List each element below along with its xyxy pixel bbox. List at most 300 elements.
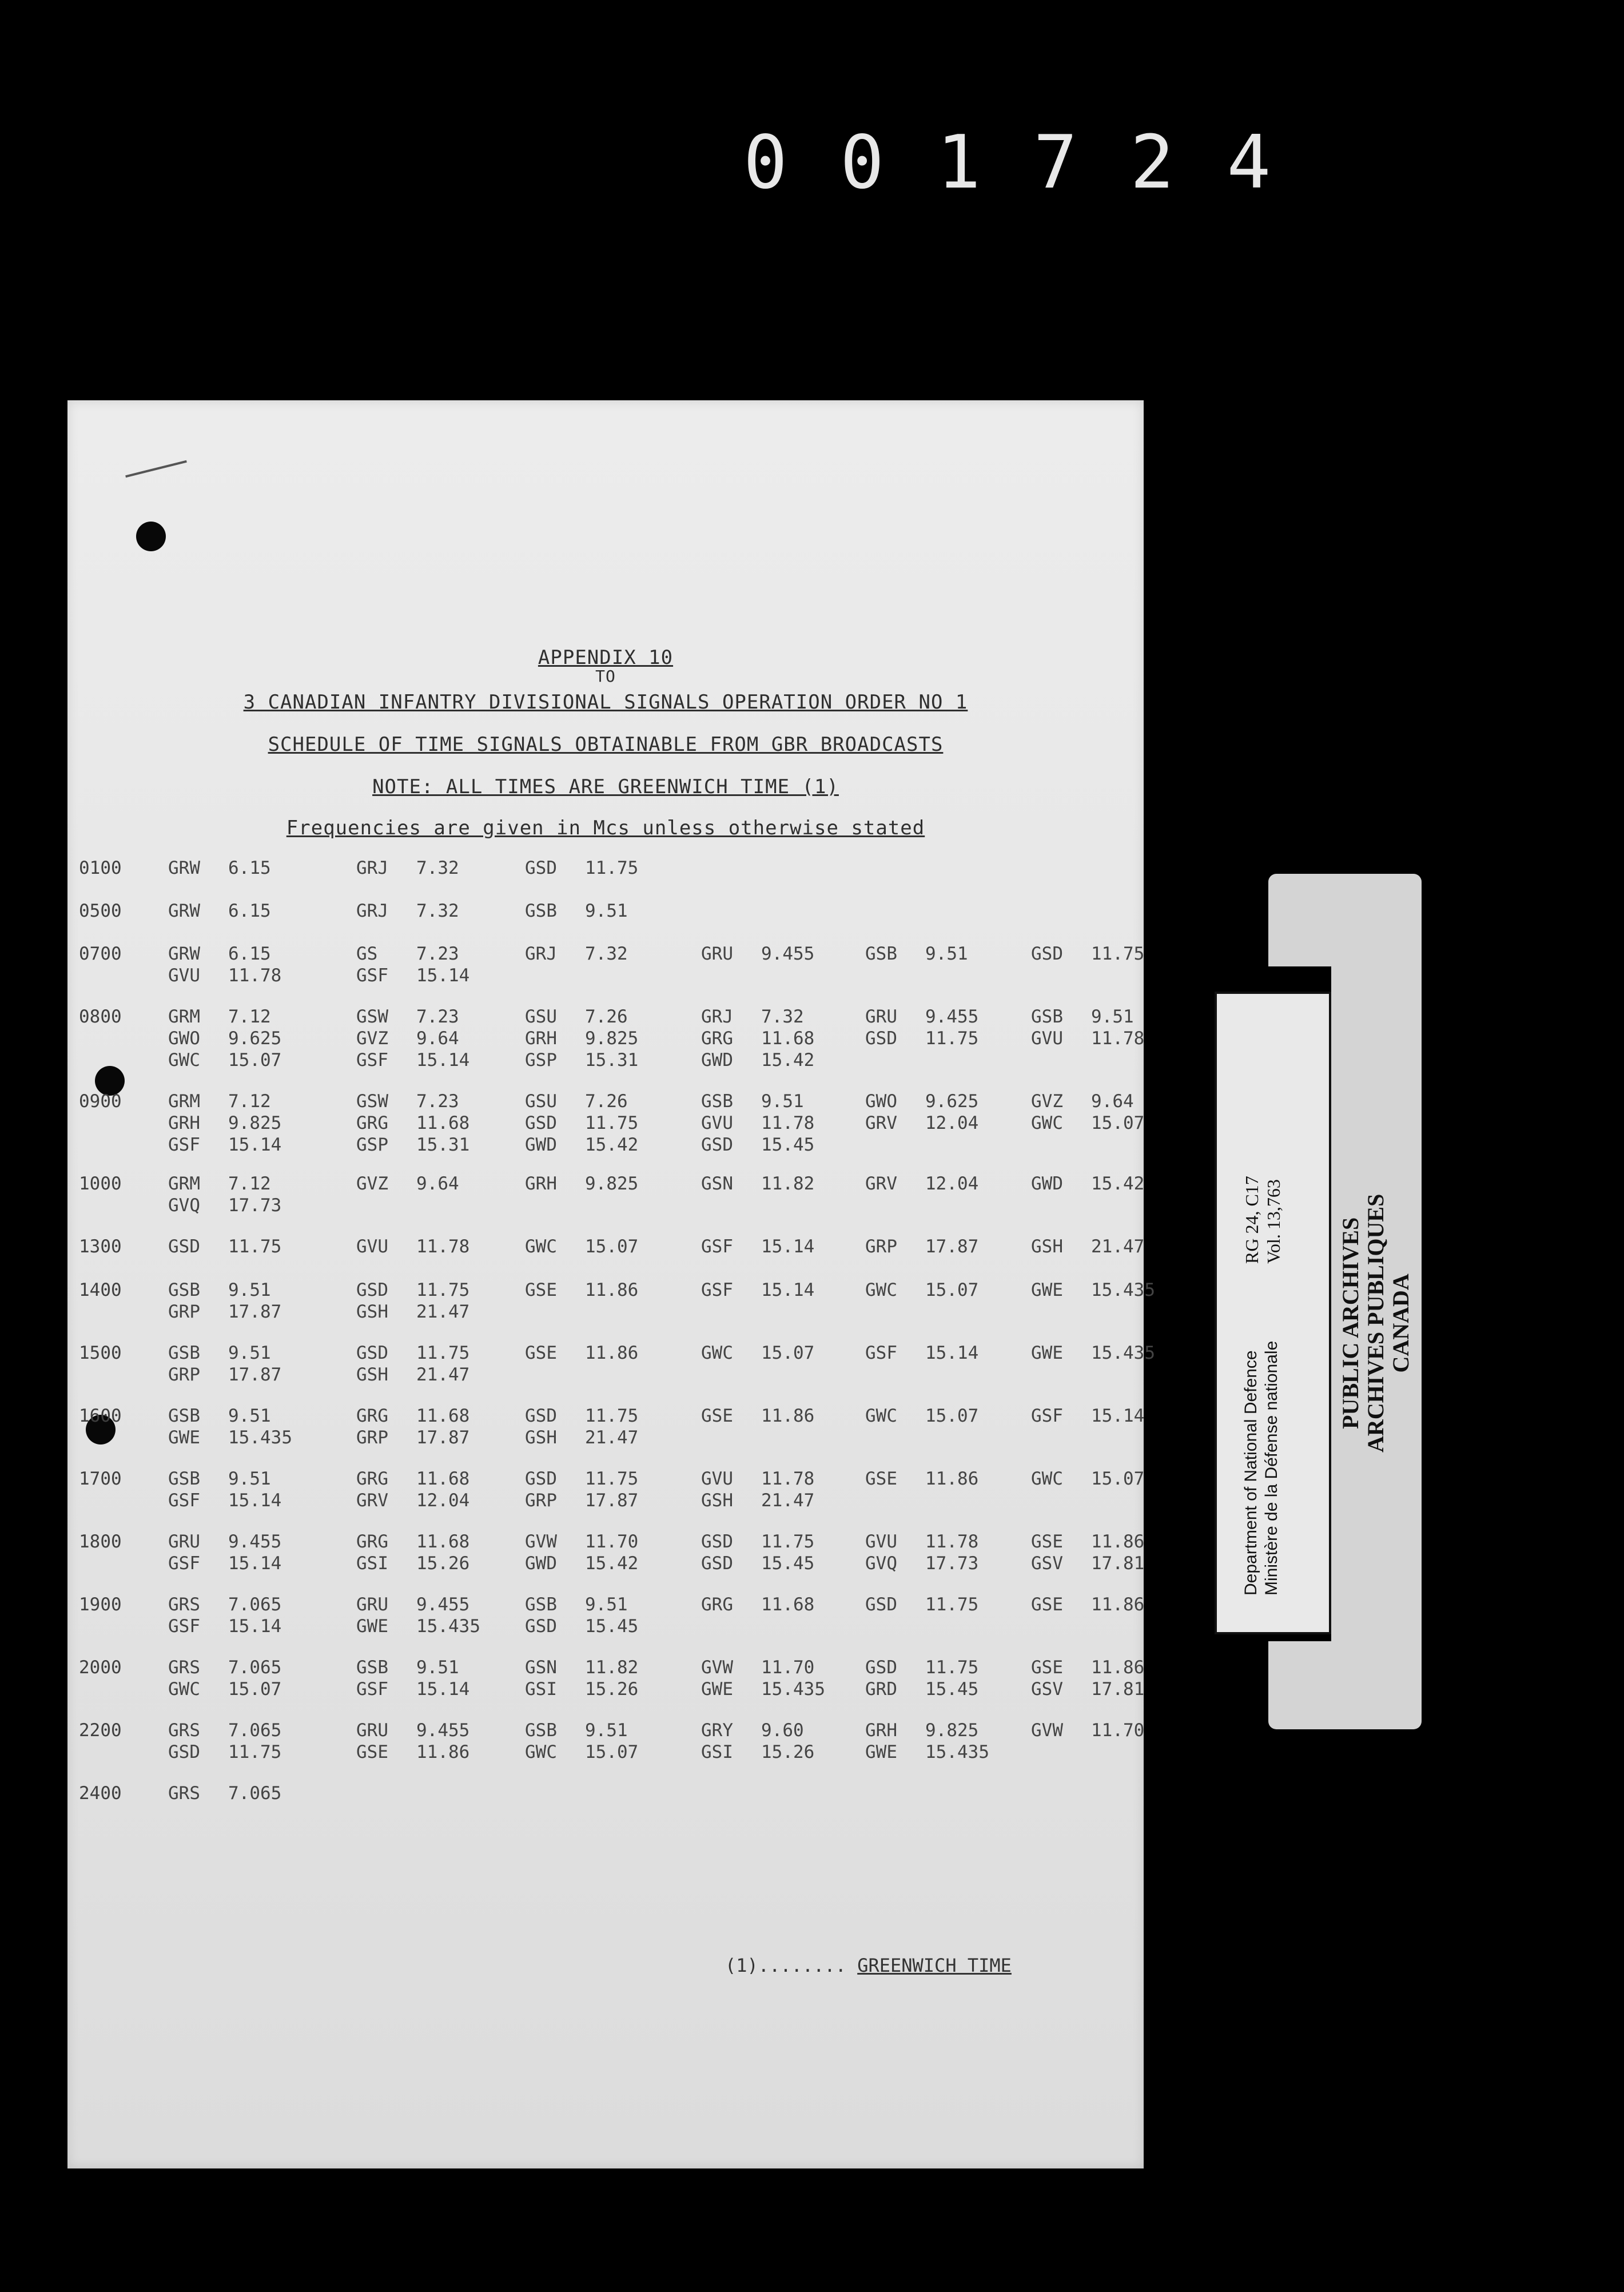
frequency: 15.07 <box>925 1280 979 1300</box>
frequency: 15.07 <box>228 1050 282 1071</box>
station-entry <box>865 1553 1037 1574</box>
call-sign: GRW <box>168 858 200 878</box>
frequency: 11.78 <box>228 965 282 986</box>
call-sign: GSH <box>356 1364 388 1385</box>
call-sign: GVU <box>701 1113 733 1133</box>
frequency: 7.12 <box>228 1006 271 1027</box>
station-entry <box>865 944 1037 964</box>
call-sign: GVU <box>1031 1028 1063 1049</box>
frequency: 15.42 <box>761 1050 815 1071</box>
station-entry <box>525 1236 696 1257</box>
frequency: 15.435 <box>228 1427 292 1448</box>
call-sign: GRP <box>168 1364 200 1385</box>
frequency: 7.065 <box>228 1657 282 1678</box>
call-sign: GWD <box>1031 1173 1063 1194</box>
station-entry <box>168 1028 340 1049</box>
frequency: 9.60 <box>761 1720 804 1741</box>
call-sign: GRV <box>356 1490 388 1511</box>
schedule-time: 0100 <box>79 858 122 878</box>
frequency: 15.07 <box>585 1742 639 1762</box>
footnote <box>725 1955 1012 1976</box>
station-entry <box>356 1616 528 1637</box>
call-sign: GRJ <box>356 901 388 921</box>
frequency: 9.64 <box>416 1173 459 1194</box>
stamp-archives <box>1338 1194 1414 1453</box>
frequency: 15.26 <box>585 1679 639 1700</box>
station-entry <box>168 1616 340 1637</box>
station-entry <box>865 1173 1037 1194</box>
station-entry <box>168 1406 340 1426</box>
frequency: 9.51 <box>228 1280 271 1300</box>
station-entry <box>701 1091 873 1112</box>
station-entry <box>865 1343 1037 1363</box>
frequency: 12.04 <box>416 1490 470 1511</box>
schedule-time: 0500 <box>79 901 122 921</box>
frequency: 15.26 <box>416 1553 470 1574</box>
footnote-marker: (1)........ <box>725 1955 846 1976</box>
frequency: 21.47 <box>761 1490 815 1511</box>
frequency: 11.86 <box>1091 1657 1145 1678</box>
call-sign: GRG <box>356 1113 388 1133</box>
call-sign: GRU <box>168 1531 200 1552</box>
frequency: 11.75 <box>416 1343 470 1363</box>
station-entry <box>865 1091 1037 1112</box>
station-entry <box>168 944 340 964</box>
frequency: 15.14 <box>228 1490 282 1511</box>
station-entry <box>525 1091 696 1112</box>
call-sign: GSD <box>525 1469 557 1489</box>
frequency: 9.455 <box>761 944 815 964</box>
station-entry <box>1031 1006 1203 1027</box>
call-sign: GRJ <box>356 858 388 878</box>
call-sign: GSE <box>525 1280 557 1300</box>
station-entry <box>865 1469 1037 1489</box>
frequency: 9.51 <box>585 901 628 921</box>
station-entry <box>701 1135 873 1155</box>
frequency: 7.32 <box>585 944 628 964</box>
frequency: 7.26 <box>585 1006 628 1027</box>
frequency: 11.68 <box>761 1028 815 1049</box>
frequency: 15.435 <box>925 1742 989 1762</box>
call-sign: GSE <box>1031 1594 1063 1615</box>
station-entry <box>1031 1173 1203 1194</box>
call-sign: GSF <box>168 1553 200 1574</box>
station-entry <box>525 944 696 964</box>
station-entry <box>356 1006 528 1027</box>
call-sign: GSE <box>701 1406 733 1426</box>
frequency: 11.75 <box>228 1742 282 1762</box>
call-sign: GRW <box>168 901 200 921</box>
call-sign: GSW <box>356 1091 388 1112</box>
call-sign: GSH <box>525 1427 557 1448</box>
call-sign: GWC <box>701 1343 733 1363</box>
station-entry <box>525 1006 696 1027</box>
frequency: 11.75 <box>585 1406 639 1426</box>
station-entry <box>701 1006 873 1027</box>
station-entry <box>168 1742 340 1762</box>
frequency: 17.81 <box>1091 1553 1145 1574</box>
station-entry <box>1031 1236 1203 1257</box>
call-sign: GWE <box>356 1616 388 1637</box>
station-entry <box>701 1280 873 1300</box>
frequency: 9.825 <box>228 1113 282 1133</box>
frequency: 17.87 <box>416 1427 470 1448</box>
station-entry <box>525 1679 696 1700</box>
frequency: 17.87 <box>228 1364 282 1385</box>
frequency: 12.04 <box>925 1173 979 1194</box>
station-entry <box>701 1657 873 1678</box>
station-entry <box>168 1006 340 1027</box>
stamp-department <box>1241 1341 1282 1595</box>
call-sign: GWC <box>865 1280 897 1300</box>
station-entry <box>1031 1720 1203 1741</box>
frequency: 15.14 <box>761 1280 815 1300</box>
frequency: 15.07 <box>228 1679 282 1700</box>
frequency: 15.42 <box>585 1553 639 1574</box>
call-sign: GVZ <box>356 1173 388 1194</box>
call-sign: GS <box>356 944 378 964</box>
call-sign: GWO <box>865 1091 897 1112</box>
frequency: 11.78 <box>416 1236 470 1257</box>
call-sign: GRS <box>168 1594 200 1615</box>
frequency: 17.87 <box>228 1302 282 1322</box>
call-sign: GRP <box>865 1236 897 1257</box>
call-sign: GSB <box>525 1594 557 1615</box>
station-entry <box>701 1469 873 1489</box>
station-entry <box>525 1616 696 1637</box>
call-sign: GSF <box>168 1490 200 1511</box>
frequency: 11.68 <box>416 1531 470 1552</box>
station-entry <box>1031 1531 1203 1552</box>
frequency: 11.75 <box>761 1531 815 1552</box>
station-entry <box>168 1657 340 1678</box>
call-sign: GRV <box>865 1113 897 1133</box>
station-entry <box>865 1236 1037 1257</box>
frequency: 15.435 <box>1091 1343 1155 1363</box>
frequency: 11.75 <box>925 1594 979 1615</box>
station-entry <box>356 1720 528 1741</box>
frequency: 15.07 <box>1091 1469 1145 1489</box>
call-sign: GRH <box>525 1173 557 1194</box>
station-entry <box>1031 1406 1203 1426</box>
call-sign: GSN <box>701 1173 733 1194</box>
footnote-text: GREENWICH TIME <box>857 1955 1012 1976</box>
schedule-time: 2400 <box>79 1783 122 1804</box>
call-sign: GRM <box>168 1006 200 1027</box>
stamp-archives-fr: ARCHIVES PUBLIQUES <box>1363 1193 1388 1453</box>
station-entry <box>168 1490 340 1511</box>
call-sign: GWD <box>525 1553 557 1574</box>
station-entry <box>356 1173 528 1194</box>
call-sign: GSF <box>168 1135 200 1155</box>
call-sign: GWE <box>1031 1280 1063 1300</box>
station-entry <box>525 901 696 921</box>
call-sign: GSI <box>525 1679 557 1700</box>
call-sign: GRH <box>525 1028 557 1049</box>
station-entry <box>701 1742 873 1762</box>
frequency: 11.75 <box>228 1236 282 1257</box>
frequency: 9.825 <box>585 1028 639 1049</box>
frequency: 15.14 <box>228 1553 282 1574</box>
frequency: 7.32 <box>761 1006 804 1027</box>
frequency: 11.75 <box>1091 944 1145 964</box>
frequency: 15.26 <box>761 1742 815 1762</box>
station-entry <box>356 1135 528 1155</box>
frequency: 11.75 <box>585 1113 639 1133</box>
call-sign: GRU <box>865 1006 897 1027</box>
station-entry <box>701 1113 873 1133</box>
call-sign: GSF <box>865 1343 897 1363</box>
call-sign: GSD <box>525 1616 557 1637</box>
appendix-title: APPENDIX 10 <box>538 646 674 669</box>
call-sign: GRP <box>356 1427 388 1448</box>
header-order-line: 3 CANADIAN INFANTRY DIVISIONAL SIGNALS OPERATION ORDER NO 1 <box>243 691 968 714</box>
station-entry <box>525 1469 696 1489</box>
call-sign: GSF <box>356 1050 388 1071</box>
station-entry <box>865 1280 1037 1300</box>
call-sign: GSD <box>865 1028 897 1049</box>
call-sign: GRM <box>168 1173 200 1194</box>
station-entry <box>356 1280 528 1300</box>
call-sign: GSD <box>865 1594 897 1615</box>
call-sign: GRH <box>168 1113 200 1133</box>
frequency: 9.51 <box>228 1406 271 1426</box>
frequency: 7.12 <box>228 1173 271 1194</box>
station-entry <box>865 1028 1037 1049</box>
station-entry <box>168 1135 340 1155</box>
station-entry <box>168 1679 340 1700</box>
station-entry <box>356 1594 528 1615</box>
call-sign: GSI <box>701 1742 733 1762</box>
call-sign: GWC <box>168 1050 200 1071</box>
call-sign: GSV <box>1031 1679 1063 1700</box>
stamp-rg: RG 24, C17 <box>1241 1176 1262 1264</box>
frequency: 9.51 <box>416 1657 459 1678</box>
call-sign: GWD <box>701 1050 733 1071</box>
call-sign: GSE <box>525 1343 557 1363</box>
frequency: 15.42 <box>585 1135 639 1155</box>
station-entry <box>356 1469 528 1489</box>
station-entry <box>356 1742 528 1762</box>
station-entry <box>168 1553 340 1574</box>
call-sign: GVW <box>525 1531 557 1552</box>
call-sign: GWC <box>525 1236 557 1257</box>
station-entry <box>168 1173 340 1194</box>
call-sign: GWD <box>525 1135 557 1155</box>
station-entry <box>525 1406 696 1426</box>
frequency: 7.12 <box>228 1091 271 1112</box>
station-entry <box>356 1302 528 1322</box>
call-sign: GSD <box>356 1343 388 1363</box>
frequency: 7.065 <box>228 1720 282 1741</box>
schedule-time: 0700 <box>79 944 122 964</box>
call-sign: GSD <box>168 1742 200 1762</box>
station-entry <box>701 1343 873 1363</box>
station-entry <box>865 1406 1037 1426</box>
frequency: 9.625 <box>228 1028 282 1049</box>
station-entry <box>701 1594 873 1615</box>
station-entry <box>701 1679 873 1700</box>
call-sign: GRH <box>865 1720 897 1741</box>
frequency: 9.825 <box>585 1173 639 1194</box>
call-sign: GVU <box>865 1531 897 1552</box>
frequency: 11.78 <box>761 1113 815 1133</box>
frequency: 11.70 <box>585 1531 639 1552</box>
station-entry <box>168 1531 340 1552</box>
frequency: 6.15 <box>228 901 271 921</box>
frequency: 9.455 <box>925 1006 979 1027</box>
call-sign: GSB <box>168 1280 200 1300</box>
frequency: 15.31 <box>416 1135 470 1155</box>
station-entry <box>525 1720 696 1741</box>
schedule-time: 1900 <box>79 1594 122 1615</box>
frequency: 7.065 <box>228 1594 282 1615</box>
frequency: 11.75 <box>925 1657 979 1678</box>
station-entry <box>356 1657 528 1678</box>
frequency: 11.78 <box>761 1469 815 1489</box>
call-sign: GRS <box>168 1657 200 1678</box>
stamp-dept-fr: Ministère de la Défense nationale <box>1262 1340 1281 1595</box>
station-entry <box>525 1028 696 1049</box>
call-sign: GSD <box>701 1531 733 1552</box>
station-entry <box>356 1553 528 1574</box>
call-sign: GSB <box>525 901 557 921</box>
frequency: 7.32 <box>416 901 459 921</box>
station-entry <box>168 1302 340 1322</box>
frequency: 6.15 <box>228 858 271 878</box>
call-sign: GSE <box>865 1469 897 1489</box>
station-entry <box>701 1236 873 1257</box>
station-entry <box>525 1490 696 1511</box>
header-frequency-note: Frequencies are given in Mcs unless otherwise stated <box>286 817 925 839</box>
call-sign: GSD <box>356 1280 388 1300</box>
call-sign: GSD <box>701 1553 733 1574</box>
frequency: 15.07 <box>925 1406 979 1426</box>
frequency: 11.68 <box>416 1469 470 1489</box>
frequency: 21.47 <box>1091 1236 1145 1257</box>
call-sign: GSF <box>356 1679 388 1700</box>
stamp-archives-en: PUBLIC ARCHIVES <box>1338 1217 1363 1429</box>
stamp-archives-country: CANADA <box>1388 1274 1414 1373</box>
call-sign: GSF <box>1031 1406 1063 1426</box>
call-sign: GSD <box>525 1113 557 1133</box>
station-entry <box>168 901 340 921</box>
station-entry <box>525 1343 696 1363</box>
stamp-dept-en: Department of National Defence <box>1241 1350 1260 1595</box>
station-entry <box>525 1742 696 1762</box>
station-entry <box>701 1531 873 1552</box>
frequency: 11.78 <box>925 1531 979 1552</box>
station-entry <box>356 1028 528 1049</box>
station-entry <box>701 1050 873 1071</box>
station-entry <box>356 1490 528 1511</box>
station-entry <box>1031 944 1203 964</box>
frequency: 6.15 <box>228 944 271 964</box>
station-entry <box>356 858 528 878</box>
call-sign: GSU <box>525 1006 557 1027</box>
frequency: 9.455 <box>416 1720 470 1741</box>
station-entry <box>865 1113 1037 1133</box>
call-sign: GWE <box>1031 1343 1063 1363</box>
frequency: 9.51 <box>228 1343 271 1363</box>
call-sign: GRU <box>701 944 733 964</box>
schedule-time: 0800 <box>79 1006 122 1027</box>
document-header <box>67 0 1144 858</box>
frequency: 15.14 <box>416 1679 470 1700</box>
frequency: 9.51 <box>228 1469 271 1489</box>
frequency: 9.825 <box>925 1720 979 1741</box>
frequency: 21.47 <box>585 1427 639 1448</box>
schedule-time: 1500 <box>79 1343 122 1363</box>
call-sign: GSI <box>356 1553 388 1574</box>
frequency: 11.68 <box>416 1113 470 1133</box>
stamp-volume: Vol. 13,763 <box>1263 1179 1284 1264</box>
call-sign: GRW <box>168 944 200 964</box>
frequency: 9.51 <box>585 1594 628 1615</box>
frequency: 15.14 <box>416 1050 470 1071</box>
schedule-time: 1400 <box>79 1280 122 1300</box>
station-entry <box>168 1091 340 1112</box>
frequency: 11.68 <box>416 1406 470 1426</box>
frequency: 11.68 <box>761 1594 815 1615</box>
call-sign: GSB <box>168 1469 200 1489</box>
station-entry <box>701 1173 873 1194</box>
station-entry <box>525 1553 696 1574</box>
station-entry <box>701 944 873 964</box>
call-sign: GSD <box>865 1657 897 1678</box>
station-entry <box>701 1490 873 1511</box>
station-entry <box>1031 1679 1203 1700</box>
station-entry <box>1031 1657 1203 1678</box>
call-sign: GSD <box>168 1236 200 1257</box>
frequency: 11.86 <box>1091 1594 1145 1615</box>
call-sign: GSH <box>701 1490 733 1511</box>
call-sign: GSF <box>356 965 388 986</box>
call-sign: GVQ <box>168 1195 200 1216</box>
station-entry <box>168 965 340 986</box>
call-sign: GRG <box>701 1028 733 1049</box>
call-sign: GWC <box>525 1742 557 1762</box>
schedule-time: 0900 <box>79 1091 122 1112</box>
frequency: 15.45 <box>761 1135 815 1155</box>
station-entry <box>168 1594 340 1615</box>
call-sign: GSB <box>701 1091 733 1112</box>
frequency: 9.455 <box>228 1531 282 1552</box>
frequency: 15.45 <box>585 1616 639 1637</box>
call-sign: GSB <box>525 1720 557 1741</box>
station-entry <box>701 1553 873 1574</box>
frequency: 11.78 <box>1091 1028 1145 1049</box>
frequency: 11.75 <box>585 1469 639 1489</box>
station-entry <box>168 1113 340 1133</box>
frequency: 11.70 <box>1091 1720 1145 1741</box>
call-sign: GRJ <box>525 944 557 964</box>
frequency: 15.14 <box>228 1616 282 1637</box>
station-entry <box>356 1113 528 1133</box>
station-entry <box>865 1657 1037 1678</box>
frequency: 7.23 <box>416 1091 459 1112</box>
call-sign: GSF <box>701 1236 733 1257</box>
station-entry <box>525 1173 696 1194</box>
call-sign: GRU <box>356 1720 388 1741</box>
frequency: 9.455 <box>416 1594 470 1615</box>
station-entry <box>525 1050 696 1071</box>
frequency: 7.26 <box>585 1091 628 1112</box>
station-entry <box>168 1195 340 1216</box>
frequency: 11.82 <box>585 1657 639 1678</box>
station-entry <box>168 1469 340 1489</box>
station-entry <box>356 944 528 964</box>
